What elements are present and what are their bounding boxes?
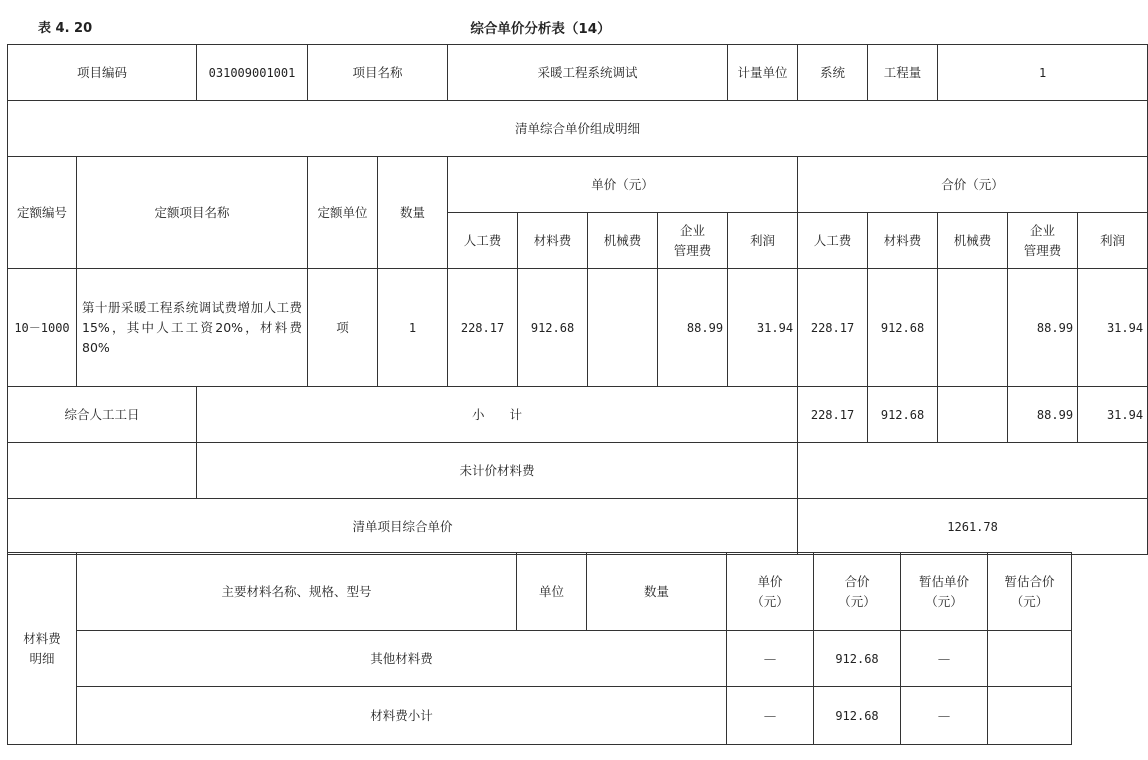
subtotal-labor: 228.17 xyxy=(798,387,868,443)
row-t-material: 912.68 xyxy=(868,269,938,387)
detail-title-row xyxy=(8,101,1148,157)
quantity-label: 工程量 xyxy=(868,45,938,101)
project-name-value: 采暖工程系统调试 xyxy=(448,45,728,101)
col-u-material: 材料费 xyxy=(518,213,588,269)
subtotal-row xyxy=(8,387,1148,443)
main-table xyxy=(7,44,1148,555)
materials-subtotal-est-total xyxy=(988,687,1072,745)
row-u-material: 912.68 xyxy=(518,269,588,387)
subtotal-mgmt: 88.99 xyxy=(1008,387,1078,443)
composite-label: 清单项目综合单价 xyxy=(8,499,798,555)
col-unit-price-group: 单价（元） xyxy=(448,157,798,213)
row-u-labor: 228.17 xyxy=(448,269,518,387)
table-number: 表 4. 20 xyxy=(38,21,93,36)
unpriced-row xyxy=(8,443,1148,499)
table-title: 综合单价分析表（14） xyxy=(470,21,611,37)
subtotal-label: 小 计 xyxy=(197,387,798,443)
row-quota-code: 10－1000 xyxy=(8,269,77,387)
row-u-mgmt: 88.99 xyxy=(658,269,728,387)
materials-col-unit-price: 单价 （元） xyxy=(727,553,814,631)
project-code-value: 031009001001 xyxy=(197,45,308,101)
materials-col-total-price: 合价 （元） xyxy=(814,553,901,631)
col-u-machine: 机械费 xyxy=(588,213,658,269)
materials-other-row xyxy=(8,631,1072,687)
materials-col-name: 主要材料名称、规格、型号 xyxy=(77,553,517,631)
materials-subtotal-total: 912.68 xyxy=(814,687,901,745)
composite-value: 1261.78 xyxy=(798,499,1148,555)
materials-other-total: 912.68 xyxy=(814,631,901,687)
col-t-material: 材料费 xyxy=(868,213,938,269)
project-name-label: 项目名称 xyxy=(308,45,448,101)
project-header-row xyxy=(8,45,1148,101)
col-quota-name: 定额项目名称 xyxy=(77,157,308,269)
column-header-row-1 xyxy=(8,157,1148,213)
materials-col-unit: 单位 xyxy=(517,553,587,631)
row-t-labor: 228.17 xyxy=(798,269,868,387)
subtotal-profit: 31.94 xyxy=(1078,387,1148,443)
materials-col-est-total: 暂估合价 （元） xyxy=(988,553,1072,631)
col-t-mgmt: 企业 管理费 xyxy=(1008,213,1078,269)
materials-other-label: 其他材料费 xyxy=(77,631,727,687)
materials-section-label: 材料费 明细 xyxy=(8,553,77,745)
subtotal-machine xyxy=(938,387,1008,443)
detail-title: 清单综合单价组成明细 xyxy=(8,101,1148,157)
row-u-profit: 31.94 xyxy=(728,269,798,387)
materials-subtotal-row xyxy=(8,687,1072,745)
row-quantity: 1 xyxy=(378,269,448,387)
materials-subtotal-est-unit: — xyxy=(901,687,988,745)
col-quantity: 数量 xyxy=(378,157,448,269)
table-row xyxy=(8,269,1148,387)
materials-subtotal-label: 材料费小计 xyxy=(77,687,727,745)
row-u-machine xyxy=(588,269,658,387)
row-quota-unit: 项 xyxy=(308,269,378,387)
materials-other-est-unit: — xyxy=(901,631,988,687)
col-t-labor: 人工费 xyxy=(798,213,868,269)
row-quota-name: 第十册采暖工程系统调试费增加人工费15%，其中人工工资20%，材料费80% xyxy=(77,269,308,387)
col-t-profit: 利润 xyxy=(1078,213,1148,269)
col-t-machine: 机械费 xyxy=(938,213,1008,269)
row-t-profit: 31.94 xyxy=(1078,269,1148,387)
unpriced-label: 未计价材料费 xyxy=(197,443,798,499)
workday-label: 综合人工工日 xyxy=(8,387,197,443)
measure-unit-value: 系统 xyxy=(798,45,868,101)
col-u-labor: 人工费 xyxy=(448,213,518,269)
col-u-profit: 利润 xyxy=(728,213,798,269)
materials-subtotal-unit-price: — xyxy=(727,687,814,745)
row-t-mgmt: 88.99 xyxy=(1008,269,1078,387)
project-code-label: 项目编码 xyxy=(8,45,197,101)
materials-col-qty: 数量 xyxy=(587,553,727,631)
col-u-mgmt: 企业 管理费 xyxy=(658,213,728,269)
measure-unit-label: 计量单位 xyxy=(728,45,798,101)
composite-row xyxy=(8,499,1148,555)
materials-header-row xyxy=(8,553,1072,631)
materials-other-est-total xyxy=(988,631,1072,687)
unpriced-blank xyxy=(8,443,197,499)
row-t-machine xyxy=(938,269,1008,387)
materials-col-est-unit: 暂估单价 （元） xyxy=(901,553,988,631)
col-total-price-group: 合价（元） xyxy=(798,157,1148,213)
col-quota-unit: 定额单位 xyxy=(308,157,378,269)
materials-table xyxy=(7,552,1072,745)
col-quota-code: 定额编号 xyxy=(8,157,77,269)
quantity-value: 1 xyxy=(938,45,1148,101)
subtotal-material: 912.68 xyxy=(868,387,938,443)
unpriced-value xyxy=(798,443,1148,499)
materials-other-unit-price: — xyxy=(727,631,814,687)
